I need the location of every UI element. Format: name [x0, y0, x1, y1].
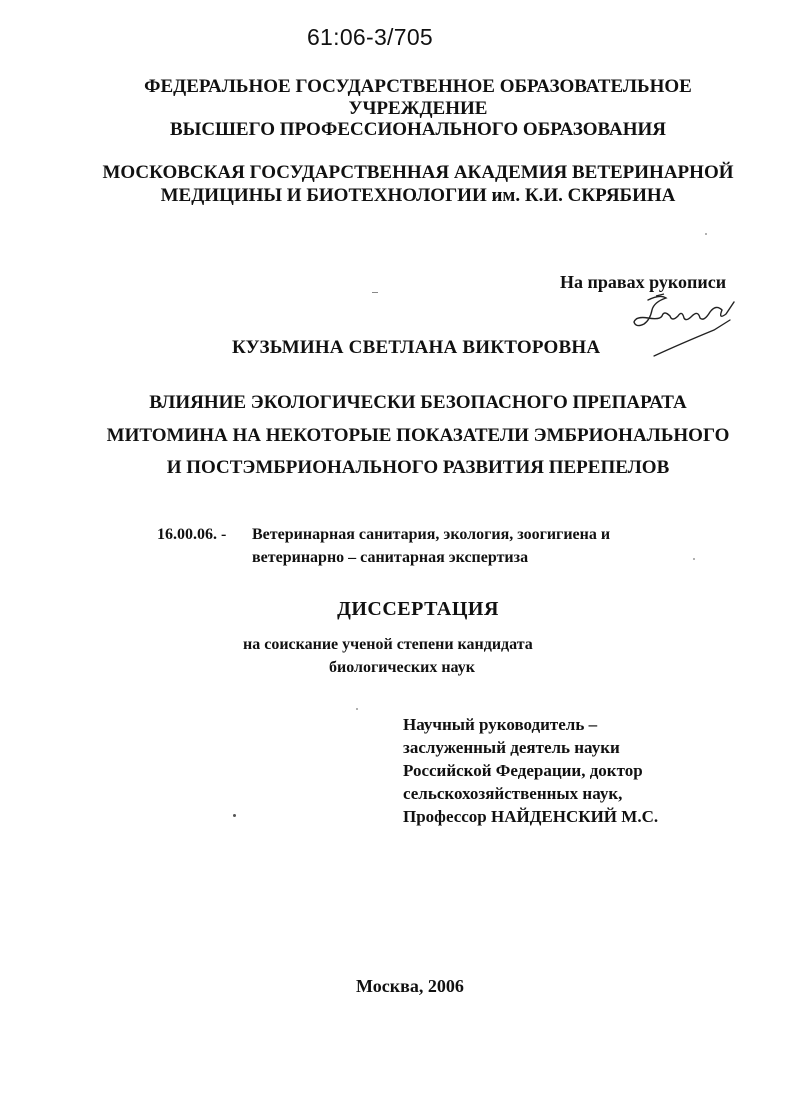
- author-name: КУЗЬМИНА СВЕТЛАНА ВИКТОРОВНА: [232, 337, 601, 358]
- supervisor-line-1: Научный руководитель –: [403, 715, 598, 734]
- supervisor-line-5: Профессор НАЙДЕНСКИЙ М.С.: [403, 807, 659, 826]
- supervisor-line-3: Российской Федерации, доктор: [403, 761, 643, 780]
- scan-speck: [693, 558, 695, 560]
- thesis-title-line-1: ВЛИЯНИЕ ЭКОЛОГИЧЕСКИ БЕЗОПАСНОГО ПРЕПАРАТА: [149, 392, 687, 413]
- city-year: Москва, 2006: [356, 976, 464, 996]
- degree-line-2: биологических наук: [329, 659, 475, 676]
- academy-line-2: МЕДИЦИНЫ И БИОТЕХНОЛОГИИ им. К.И. СКРЯБИНА: [160, 185, 676, 206]
- academy-line-1: МОСКОВСКАЯ ГОСУДАРСТВЕННАЯ АКАДЕМИЯ ВЕТЕРИНАРНОЙ: [102, 162, 734, 183]
- scan-speck: [233, 814, 236, 817]
- thesis-title-line-3: И ПОСТЭМБРИОНАЛЬНОГО РАЗВИТИЯ ПЕРЕПЕЛОВ: [166, 457, 670, 478]
- supervisor-line-4: сельскохозяйственных наук,: [403, 784, 623, 803]
- manuscript-note: На правах рукописи: [560, 272, 727, 292]
- scan-speck: [705, 233, 707, 235]
- degree-line-1: на соискание ученой степени кандидата: [243, 636, 533, 653]
- thesis-title-line-2: МИТОМИНА НА НЕКОТОРЫЕ ПОКАЗАТЕЛИ ЭМБРИОНАЛЬНОГО: [106, 425, 730, 446]
- institution-line-2: УЧРЕЖДЕНИЕ: [348, 98, 488, 119]
- supervisor-line-2: заслуженный деятель науки: [403, 738, 620, 757]
- specialty-code: 16.00.06. -: [157, 526, 227, 543]
- scan-speck: [372, 292, 378, 293]
- dissertation-heading: ДИССЕРТАЦИЯ: [337, 598, 499, 620]
- specialty-line-1: Ветеринарная санитария, экология, зоогигиена и: [252, 526, 611, 543]
- institution-line-1: ФЕДЕРАЛЬНОЕ ГОСУДАРСТВЕННОЕ ОБРАЗОВАТЕЛЬНОЕ: [144, 76, 692, 97]
- document-number: 61:06-3/705: [306, 24, 434, 50]
- specialty-line-2: ветеринарно – санитарная экспертиза: [252, 549, 529, 566]
- institution-line-3: ВЫСШЕГО ПРОФЕССИОНАЛЬНОГО ОБРАЗОВАНИЯ: [170, 119, 666, 140]
- author-signature: [630, 292, 740, 362]
- scan-speck: [356, 708, 358, 710]
